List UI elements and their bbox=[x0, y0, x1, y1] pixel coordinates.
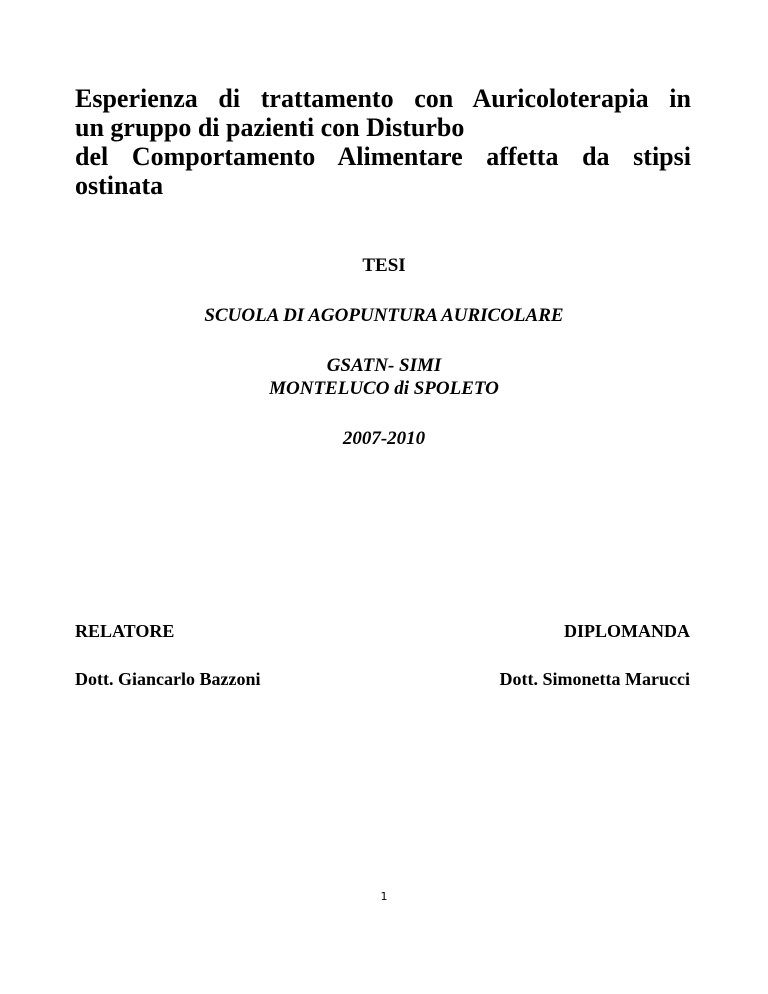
page-number: 1 bbox=[380, 890, 388, 903]
title-line-3: del Comportamento Alimentare affetta da stipsi bbox=[75, 142, 691, 171]
location-name: MONTELUCO di SPOLETO bbox=[269, 378, 499, 399]
school-name: SCUOLA DI AGOPUNTURA AURICOLARE bbox=[204, 305, 564, 326]
supervisor-name: Dott. Giancarlo Bazzoni bbox=[75, 669, 261, 689]
thesis-title bbox=[75, 84, 691, 200]
title-line-4: ostinata bbox=[75, 171, 164, 200]
organization-name: GSATN- SIMI bbox=[326, 355, 442, 376]
thesis-label: TESI bbox=[362, 255, 406, 276]
supervisor-label: RELATORE bbox=[75, 621, 175, 641]
title-line-1: Esperienza di trattamento con Auricoloterapia in bbox=[75, 84, 691, 113]
graduate-name: Dott. Simonetta Marucci bbox=[499, 669, 690, 689]
academic-years: 2007-2010 bbox=[342, 428, 426, 449]
title-line-2: un gruppo di pazienti con Disturbo bbox=[75, 113, 465, 142]
graduate-label: DIPLOMANDA bbox=[564, 621, 690, 641]
